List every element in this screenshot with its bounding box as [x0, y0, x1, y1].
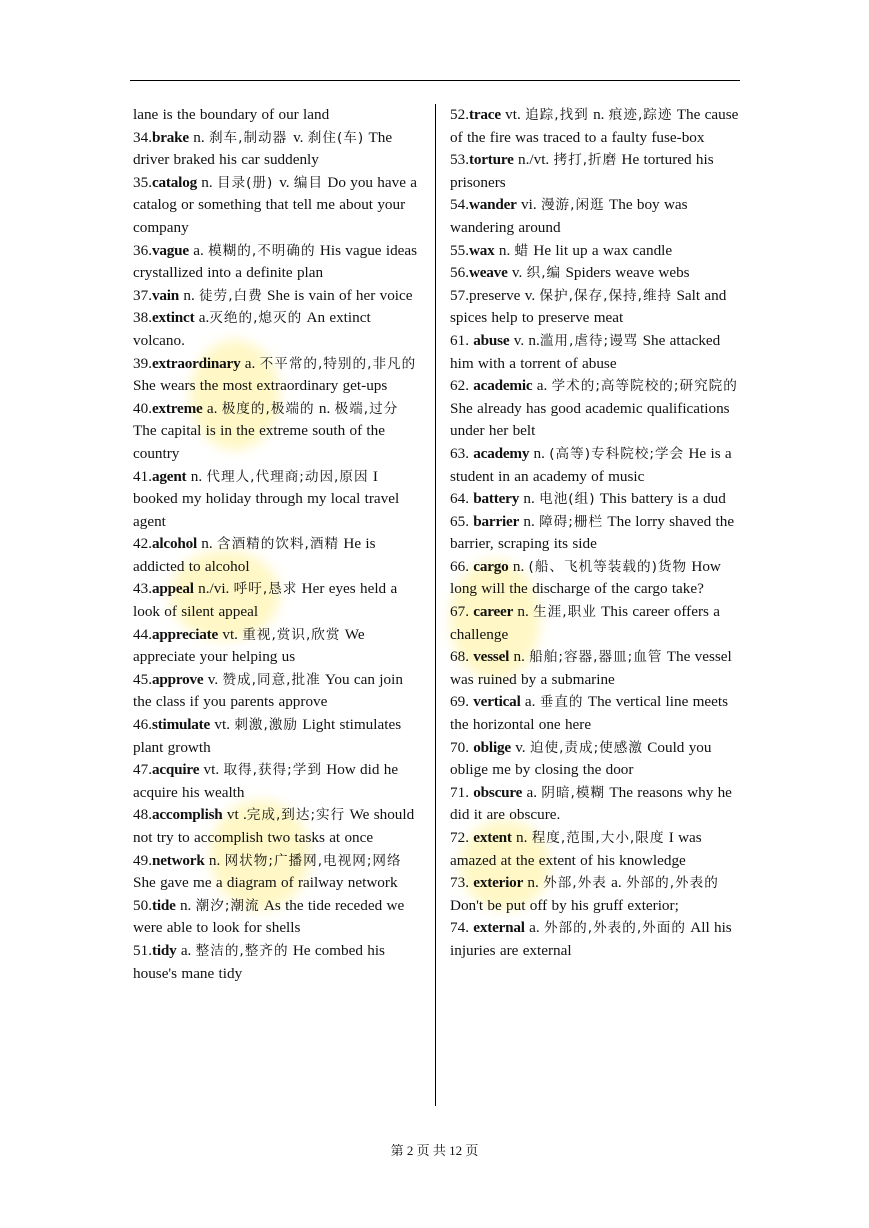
entry-number: 64. [450, 490, 474, 508]
vocab-entry [450, 691, 740, 736]
entry-headword: weave [468, 264, 508, 282]
entry-headword: appeal [151, 580, 194, 598]
entry-text: This battery is a dud [595, 490, 726, 508]
entry-text: The capital is in the extreme south of the country [133, 422, 385, 462]
vocab-entry [450, 782, 740, 827]
entry-definition: 学术的;高等院校的;研究院的 [551, 378, 738, 395]
entry-definition: 完成,到达;实行 [246, 807, 346, 824]
entry-number: 45. [133, 670, 152, 688]
entry-text: Do you have a catalog or something that tell me about your company [133, 173, 418, 236]
entry-headword: wander [468, 196, 517, 214]
entry-definition: 外部,外表 [543, 875, 607, 892]
entry-definition: 含酒精的饮料,酒精 [216, 536, 340, 553]
entry-text: As the tide receded we were able to look for shells [133, 896, 405, 937]
entry-text: The lorry shaved the barrier, scraping its side [450, 512, 735, 553]
entry-text: The vertical line meets the horizontal one here [450, 693, 729, 734]
entry-number: 69. [450, 693, 474, 711]
vocab-entry [450, 285, 740, 330]
entry-headword: extinct [151, 309, 195, 327]
entry-text: n. [508, 557, 529, 575]
entry-definition: 外部的,外表的,外面的 [543, 920, 686, 937]
entry-definition: 迫使,责成;使感激 [529, 739, 643, 756]
vocab-entry [450, 104, 740, 149]
vocab-entry [450, 330, 740, 375]
entry-headword: barrier [473, 512, 520, 530]
vocab-entry [133, 895, 423, 940]
entry-text: n. [519, 512, 540, 530]
entry-headword: network [151, 851, 205, 869]
entry-number: 52. [450, 106, 469, 123]
entry-number: 68. [450, 648, 474, 666]
entry-text: Don't be put off by his gruff exterior; [450, 896, 679, 914]
entry-headword: exterior [473, 874, 524, 892]
entry-text: n. [511, 829, 532, 846]
entry-definition: 蜡 [514, 242, 530, 259]
entry-definition: 潮汐;潮流 [195, 897, 260, 914]
entry-headword: obscure [473, 783, 523, 801]
vocab-entry [133, 127, 423, 172]
vocab-entry [450, 737, 740, 782]
vocab-entry [450, 511, 740, 556]
left-column [133, 104, 423, 985]
entry-number: 38. [133, 309, 152, 327]
entry-text: v. [520, 286, 540, 304]
entry-number: 35. [133, 173, 152, 191]
entry-text: We should not try to accomplish two tasks at once [133, 806, 415, 846]
entry-text: How did he acquire his wealth [133, 761, 399, 801]
entry-number: 57. [450, 286, 469, 304]
entry-text: She already has good academic qualifications under her belt [450, 399, 730, 440]
entry-number: 41. [133, 467, 152, 485]
entry-definition: 网状物;广播网,电视网;网络 [224, 852, 402, 869]
entry-number: 74. [450, 919, 474, 937]
vocab-entry [133, 669, 423, 714]
entry-text: a. [524, 919, 544, 937]
entry-definition: 赞成,同意,批准 [222, 671, 321, 688]
entry-definition: 呼吁,恳求 [233, 581, 298, 598]
entry-headword: alcohol [151, 535, 197, 553]
vocab-entry [133, 533, 423, 578]
entry-headword: vessel [473, 648, 510, 666]
entry-text: n. [513, 603, 534, 621]
entry-text: He lit up a wax candle [529, 241, 673, 259]
entry-number: 73. [450, 874, 474, 892]
entry-text: Spiders weave webs [561, 264, 690, 282]
vocab-entry [133, 240, 423, 285]
entry-text: n. [196, 173, 217, 191]
entry-text: The reasons why he did it are obscure. [450, 783, 732, 824]
entry-text: v. [293, 128, 308, 146]
entry-headword: stimulate [151, 716, 211, 734]
vocab-entry [133, 398, 423, 466]
entry-definition: 垂直的 [539, 694, 584, 711]
vocab-entry [133, 285, 423, 308]
page-footer: 第 2 页 共 12 页 [390, 1143, 479, 1158]
content-columns [133, 104, 739, 1112]
entry-headword: academy [473, 444, 530, 462]
entry-headword: preserve [468, 286, 521, 304]
entry-definition: 模糊的,不明确的 [208, 242, 316, 259]
entry-headword: appreciate [151, 625, 219, 643]
entry-definition: 刹车,制动器 [208, 129, 294, 146]
entry-definition: 极度的,极端的 [221, 400, 315, 417]
entry-headword: acquire [151, 761, 200, 779]
entry-text: n. [197, 535, 217, 553]
entry-headword: career [473, 603, 514, 621]
vocab-entry [450, 556, 740, 601]
vocab-entry [450, 443, 740, 488]
entry-headword: abuse [473, 331, 510, 349]
entry-number: 48. [133, 806, 152, 824]
header-rule [130, 80, 740, 81]
vocab-entry [133, 714, 423, 759]
entry-number: 62. [450, 377, 474, 395]
entry-headword: cargo [473, 557, 509, 575]
entry-text: n. [509, 648, 530, 666]
entry-number: 46. [133, 716, 152, 734]
entry-text: v. [510, 738, 530, 756]
entry-number: 43. [133, 580, 152, 598]
entry-number: 40. [133, 399, 152, 417]
entry-text: a. [194, 309, 210, 327]
entry-text: The vessel was ruined by a submarine [450, 648, 732, 688]
entry-text: How long will the discharge of the cargo take? [450, 557, 721, 598]
vocab-entry [450, 240, 740, 263]
entry-text: n. [204, 851, 225, 869]
entry-text: She gave me a diagram of railway network [133, 874, 398, 892]
entry-text: vi. [516, 196, 541, 214]
entry-number: 56. [450, 264, 469, 282]
entry-text: n./vi. [193, 580, 234, 598]
entry-number: 42. [133, 535, 152, 553]
entry-text: He combed his house's mane tidy [133, 941, 385, 982]
vocab-entry [133, 850, 423, 895]
entry-number: 50. [133, 896, 152, 914]
entry-text: a. [188, 241, 209, 259]
entry-headword: tidy [151, 941, 177, 959]
entry-definition: 灭绝的,熄灭的 [209, 310, 303, 327]
entry-definition: 编目 [293, 174, 324, 191]
entry-text: The boy was wandering around [450, 196, 688, 236]
entry-text: n. [314, 399, 335, 417]
entry-text: n./vt. [513, 151, 554, 169]
vocab-entry [133, 353, 423, 398]
entry-headword: tide [151, 896, 176, 914]
entry-text: We appreciate your helping us [133, 625, 365, 666]
entry-definition: 取得,获得;学到 [223, 762, 322, 779]
vocab-entry [450, 872, 740, 917]
entry-text: I was amazed at the extent of his knowledge [450, 829, 702, 869]
entry-text: n. [523, 874, 544, 892]
entry-definition: 刺激,激励 [234, 717, 299, 734]
entry-definition: 徒劳,白费 [199, 287, 263, 304]
entry-text: vt. [199, 761, 224, 779]
entry-number: 70. [450, 738, 474, 756]
entry-text: vt. [500, 106, 526, 123]
entry-definition: 痕迹,踪迹 [608, 107, 673, 123]
entry-definition: 追踪,找到 [525, 107, 589, 123]
entry-headword: catalog [151, 173, 197, 191]
entry-headword: approve [151, 670, 204, 688]
entry-definition: 外部的,外表的 [625, 875, 719, 892]
entry-headword: external [473, 919, 525, 937]
entry-headword: torture [468, 151, 514, 169]
entry-definition: 电池(组) [539, 491, 596, 508]
vocab-entry [450, 149, 740, 194]
entry-text: n. [494, 241, 515, 259]
entry-definition: 滥用,虐待;谩骂 [539, 332, 639, 349]
entry-number: 55. [450, 241, 469, 259]
entry-headword: trace [468, 106, 501, 123]
vocab-entry [133, 104, 423, 127]
entry-text: She is vain of her voice [262, 286, 413, 304]
entry-text: He is addicted to alcohol [133, 535, 376, 575]
entry-number: 44. [133, 625, 152, 643]
vocab-entry [133, 172, 423, 240]
entry-text: Light stimulates plant growth [133, 716, 402, 756]
entry-headword: vertical [473, 693, 521, 711]
entry-definition: 保护,保存,保持,维持 [539, 287, 673, 304]
right-column [450, 104, 740, 963]
entry-text: n. [186, 467, 207, 485]
entry-number: 66. [450, 557, 474, 575]
entry-text: v. [507, 264, 527, 282]
vocab-entry [133, 940, 423, 985]
vocab-entry [133, 804, 423, 849]
entry-definition: 程度,范围,大小,限度 [531, 830, 665, 846]
entry-number: 37. [133, 286, 152, 304]
vocab-entry [450, 646, 740, 691]
vocab-entry [450, 488, 740, 511]
entry-text: a. [240, 354, 260, 372]
entry-text: a. [532, 377, 552, 395]
entry-definition: 漫游,闲逛 [540, 197, 605, 214]
entry-headword: agent [151, 467, 187, 485]
vocab-entry [133, 624, 423, 669]
entry-text: v. [203, 670, 223, 688]
entry-number: 51. [133, 941, 152, 959]
entry-text: I booked my holiday through my local travel agent [133, 467, 400, 530]
entry-number: 67. [450, 603, 474, 621]
vocab-entry [450, 827, 740, 872]
entry-definition: 整洁的,整齐的 [195, 942, 289, 959]
entry-text: Salt and spices help to preserve meat [450, 286, 727, 327]
entry-text: a. [202, 399, 222, 417]
entry-headword: academic [473, 377, 533, 395]
vocab-entry [133, 759, 423, 804]
entry-number: 54. [450, 196, 469, 214]
entry-text: lane is the boundary of our land [133, 106, 330, 123]
entry-text: n. [175, 896, 196, 914]
vocab-entry [133, 466, 423, 534]
entry-number: 71. [450, 783, 474, 801]
column-divider [435, 104, 436, 1106]
entry-text: a. [176, 941, 196, 959]
entry-definition: 织,编 [526, 265, 562, 282]
entry-text: n. [529, 444, 550, 462]
entry-number: 61. [450, 331, 474, 349]
entry-number: 34. [133, 128, 152, 146]
entry-text: vt . [222, 806, 247, 824]
entry-text: a. [606, 874, 626, 892]
entry-text: Her eyes held a look of silent appeal [133, 580, 398, 621]
entry-definition: 拷打,折磨 [553, 152, 618, 169]
entry-definition: 生涯,职业 [533, 604, 597, 621]
entry-text: He tortured his prisoners [450, 151, 714, 191]
entry-definition: 重视,赏识,欣赏 [242, 626, 341, 643]
entry-definition: 障碍;栅栏 [539, 513, 604, 530]
entry-headword: oblige [473, 738, 511, 756]
entry-text: vt. [210, 716, 235, 734]
vocab-entry [450, 262, 740, 285]
entry-text: Could you oblige me by closing the door [450, 738, 712, 779]
entry-text: v. [279, 173, 294, 191]
entry-text: n. [519, 490, 540, 508]
entry-text: She attacked him with a torrent of abuse [450, 331, 721, 372]
entry-headword: extreme [151, 399, 203, 417]
entry-definition: 刹住(车) [307, 129, 365, 146]
entry-headword: extent [473, 829, 512, 846]
entry-headword: vague [151, 241, 189, 259]
entry-text: The driver braked his car suddenly [133, 128, 393, 169]
entry-definition: 船舶;容器,器皿;血管 [529, 649, 663, 666]
entry-definition: 极端,过分 [334, 400, 399, 417]
entry-text: n. [588, 106, 609, 123]
entry-number: 53. [450, 151, 469, 169]
entry-headword: battery [473, 490, 520, 508]
entry-number: 39. [133, 354, 152, 372]
entry-text: vt. [218, 625, 243, 643]
vocab-entry [450, 375, 740, 443]
entry-number: 36. [133, 241, 152, 259]
entry-number: 72. [450, 829, 474, 846]
entry-text: The cause of the fire was traced to a faulty fuse-box [450, 106, 739, 146]
entry-definition: 目录(册) [216, 174, 280, 191]
entry-headword: extraordinary [151, 354, 241, 372]
entry-text: All his injuries are external [450, 919, 732, 959]
entry-text: She wears the most extraordinary get-ups [133, 377, 388, 395]
entry-number: 49. [133, 851, 152, 869]
entry-text: You can join the class if you parents approve [133, 670, 403, 711]
entry-number: 47. [133, 761, 152, 779]
entry-text: v. n. [509, 331, 540, 349]
entry-definition: 阴暗,模糊 [541, 784, 606, 801]
entry-definition: 不平常的,特别的,非凡的 [259, 355, 417, 372]
vocab-entry [133, 307, 423, 352]
entry-headword: brake [151, 128, 189, 146]
entry-text: a. [520, 693, 540, 711]
entry-text: n. [179, 286, 200, 304]
entry-headword: accomplish [151, 806, 223, 824]
vocab-entry [450, 194, 740, 239]
entry-text: An extinct volcano. [133, 309, 371, 349]
entry-headword: wax [468, 241, 495, 259]
entry-definition: (船、飞机等装载的)货物 [528, 558, 688, 575]
entry-number: 65. [450, 512, 474, 530]
entry-definition: 代理人,代理商;动因,原因 [206, 468, 369, 485]
entry-text: n. [188, 128, 209, 146]
vocab-entry [133, 578, 423, 623]
vocab-entry [450, 601, 740, 646]
entry-text: He is a student in an academy of music [450, 444, 732, 485]
entry-text: His vague ideas crystallized into a definite plan [133, 241, 418, 282]
entry-number: 63. [450, 444, 474, 462]
entry-definition: (高等)专科院校;学会 [549, 445, 685, 462]
vocab-entry [450, 917, 740, 962]
entry-headword: vain [151, 286, 180, 304]
entry-text: This career offers a challenge [450, 603, 720, 643]
entry-text: a. [522, 783, 542, 801]
